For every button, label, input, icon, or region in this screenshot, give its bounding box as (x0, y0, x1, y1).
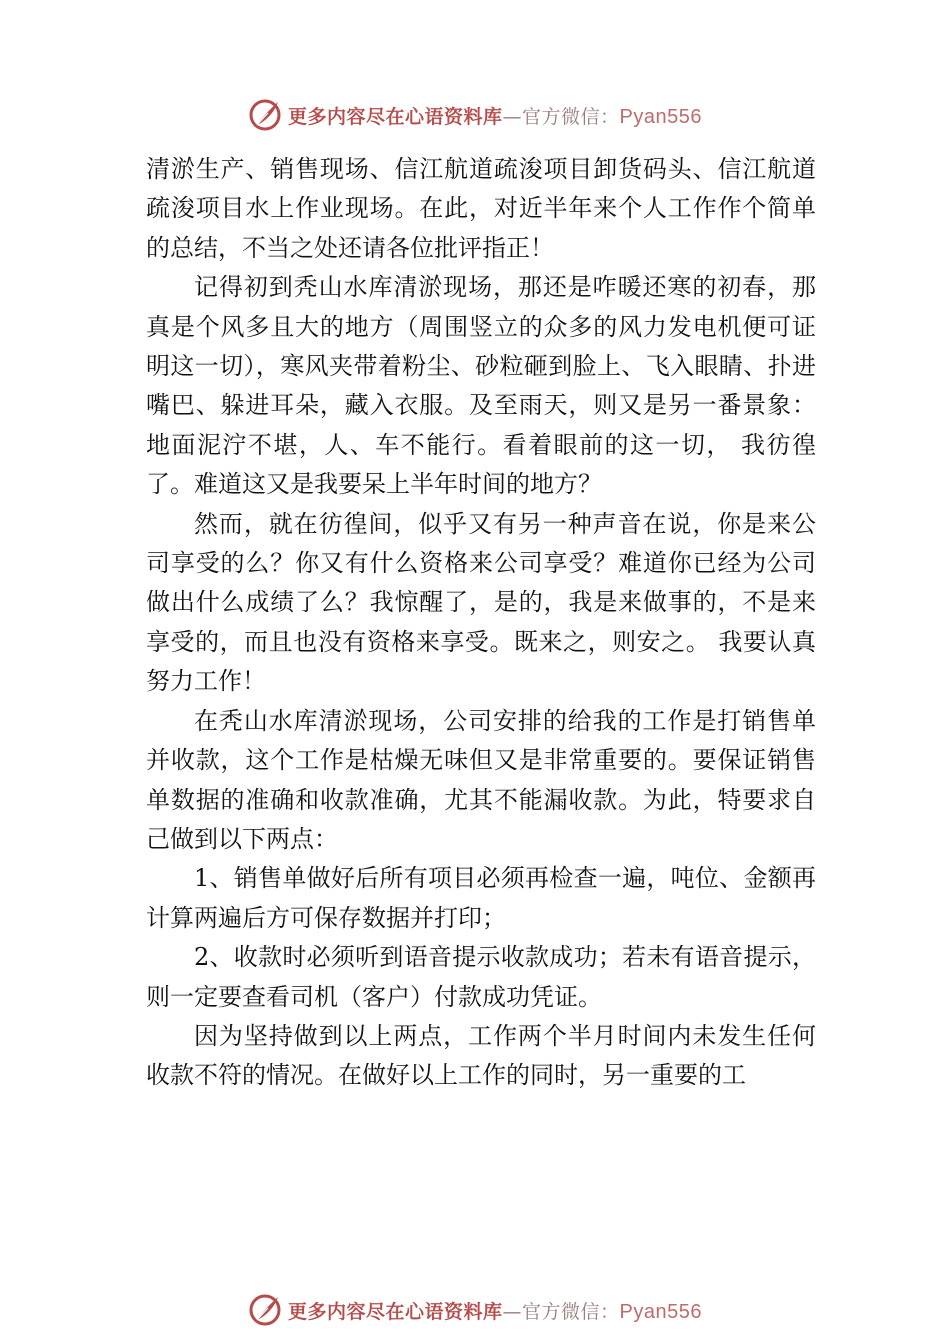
watermark-text (288, 102, 702, 129)
watermark-footer (0, 1290, 950, 1330)
paragraph-5: 1、销售单做好后所有项目必须再检查一遍，吨位、金额再计算两遍后方可保存数据并打印； (146, 864, 816, 932)
watermark-text (288, 1297, 702, 1324)
watermark-separator: — (502, 105, 523, 128)
watermark-header (0, 95, 950, 135)
watermark-wechat-label: 官方微信： (522, 1300, 620, 1323)
quill-logo-icon (248, 1293, 282, 1327)
paragraph-2: 记得初到秃山水库清淤现场，那还是咋暖还寒的初春，那真是个风多且大的地方（周围竖立的众多的风力发电机便可证明这一切），寒风夹带着粉尘、砂粒砸到脸上、飞入眼睛、扑进嘴巴、躲进耳朵，藏入衣服。及至雨天，则又是另一番景象：地面泥泞不堪，人、车不能行。看着眼前的这一切， 我彷徨了。难道这又是我要呆上半年时间的地方？ (146, 273, 816, 499)
paragraph-3: 然而，就在彷徨间，似乎又有另一种声音在说，你是来公司享受的么？你又有什么资格来公司享受？难道你已经为公司做出什么成绩了么？我惊醒了，是的，我是来做事的，不是来享受的，而且也没有资格来享受。既来之，则安之。 我要认真努力工作！ (146, 509, 816, 696)
watermark-wechat-id: Pyan556 (619, 105, 702, 128)
document-body (146, 150, 816, 1096)
paragraph-1: 清淤生产、销售现场、信江航道疏浚项目卸货码头、信江航道疏浚项目水上作业现场。在此，对近半年来个人工作作个简单的总结，不当之处还请各位批评指正！ (146, 155, 816, 262)
watermark-brand: 更多内容尽在心语资料库 (288, 105, 503, 128)
paragraph-7: 因为坚持做到以上两点，工作两个半月时间内未发生任何收款不符的情况。在做好以上工作的同时，另一重要的工 (146, 1021, 816, 1090)
watermark-brand: 更多内容尽在心语资料库 (288, 1300, 503, 1323)
watermark-separator: — (502, 1300, 523, 1323)
quill-logo-icon (248, 98, 282, 132)
watermark-wechat-label: 官方微信： (522, 105, 620, 128)
paragraph-6: 2、收款时必须听到语音提示收款成功；若未有语音提示，则一定要查看司机（客户）付款成功凭证。 (146, 943, 816, 1011)
paragraph-4: 在秃山水库清淤现场，公司安排的给我的工作是打销售单并收款，这个工作是枯燥无味但又是非常重要的。要保证销售单数据的准确和收款准确，尤其不能漏收款。为此，特要求自己做到以下两点： (146, 706, 816, 853)
watermark-wechat-id: Pyan556 (619, 1300, 702, 1323)
